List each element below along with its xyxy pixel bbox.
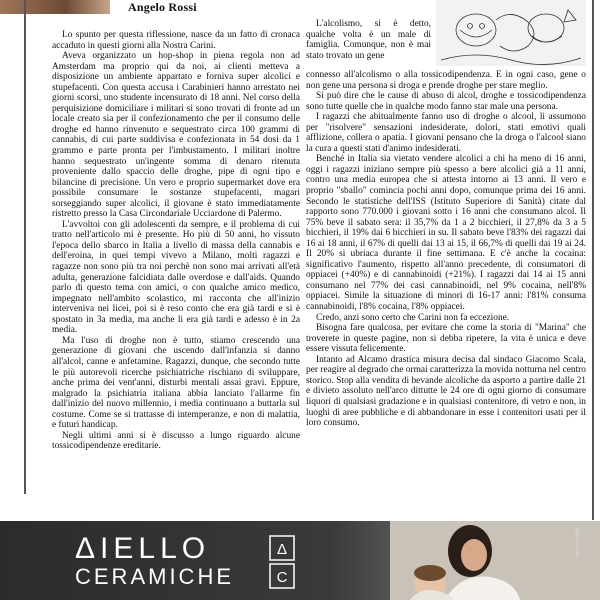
- article-paragraph: I ragazzi che abitualmente fanno uso di droghe o alcool, li assumono per "risolvere" sensazioni indesiderate, dolori, stati emotivi quali afflizione, collera o apatia. I giovani pensano che la droga o l'alcool siano la cura a questi stati d'animo indesiderati.: [306, 112, 586, 154]
- article-left-column: [52, 30, 300, 470]
- ad-brand-mark-icon: [269, 535, 295, 589]
- advertisement-banner[interactable]: [0, 521, 600, 600]
- article-paragraph: L'avvoltoi con gli adolescenti da sempre, e il problema di cui tratto nell'articolo mi è presente. Ho più di 50 anni, ho vissuto l'epoca dello sbarco in Italia a livello di massa della cannabis e dell'eroina, in quei tempi vivevo a Milano, molti ragazzi e ragazze non sono più tra noi perchè non sono mai arrivati all'età adulta, generazione falcidiata dalle overdose e dall'aids. Quando parlo di questo tema con amici, o con qualche amico medico, impegnato nell'ambito scolastico, mi racconta che all'inizio interveniva nei licei, poi si è reso conto che era già tardi e si è spostato in 3a media, ma anche lì era già tardi e adesso è in 2a media.: [52, 219, 300, 336]
- author-name: Angelo Rossi: [128, 0, 197, 14]
- article-paragraph: Negli ultimi anni si è discusso a lungo riguardo alcune tossicodipendenze ereditarie.: [52, 430, 300, 452]
- ad-logo: [75, 533, 234, 589]
- article-paragraph: Intanto ad Alcamo drastica misura decisa dal sindaco Giacomo Scala, per reagire al degrado che ormai caratterizza la movida notturna nel centro storico. Stop alla vendita di bevande alcoliche da asporto a partire dalle 21 e divieto assoluto nell'arco dittutte le 24 ore di ogni giorno di consumare liquori di qualsiasi gradazione e in qualsiasi contenitore, di vetro e non, in luoghi di aree pubbliche e di abbandonare in esse i contenitori usati per il loro consumo.: [306, 354, 586, 429]
- article-paragraph: Bisogna fare qualcosa, per evitare che come la storia di "Marina" che troverete in queste pagine, non si debba ripetere, la vita è unica e deve essere vissuta felicemente.: [306, 323, 586, 355]
- article-right-column: [306, 70, 586, 520]
- ad-mark-bottom: C: [276, 569, 288, 586]
- article-paragraph: Ma l'uso di droghe non è tutto, stiamo crescendo una generazione di giovani che uscendo dall'infanzia si danno all'alcol, canne e anfetamine. Ragazzi, dunque, che secondo tutte le più autorevoli ricerche psichiatriche rischiano di sviluppare, anche prima dei vent'anni, disturbi mentali assai gravi. Eppure, malgrado la psichiatria italiana abbia lanciato l'allarme fin dall'inizio del nuovo millennio, i media continuano a buttarla sul costume. Come se si trattasse di intemperanze, e non di malattia, e futuri handicap.: [52, 335, 300, 431]
- ad-title: ΔIELLO: [75, 532, 211, 565]
- article-paragraph: Si può dire che le cause di abuso di alcol, droghe e tossicodipendenza sono tutte quelle che in qualche modo fanno star male una persona.: [306, 91, 586, 112]
- article-paragraph: L'alcolismo, si è detto, qualche volta è un male di famiglia. Comunque, non è mai stato trovato un gene: [306, 19, 431, 61]
- author-photo: [0, 0, 110, 14]
- article-paragraph: Credo, anzi sono certo che Carini non fa eccezione.: [316, 312, 510, 323]
- column-rule-right: [592, 0, 594, 520]
- article-paragraph: connesso all'alcolismo o alla tossicodipendenza. E in ogni caso, gene o non gene una persona si droga e prende droghe per stare meglio.: [306, 70, 586, 91]
- column-rule-left: [24, 0, 26, 494]
- ad-photo-mother-child: [390, 521, 600, 600]
- article-paragraph: Aveva organizzato un hop-shop in piena regola non ad Amsterdam ma proprio qui da noi, ai clienti metteva a disposizione un ambiente appartato e forniva super alcolici e stupefacenti. Con questa accusa i Carabinieri hanno arrestato nei giorni scorsi, uno studente incensurato di 18 anni. Nel corso della perquisizione domiciliare i militari si sono trovati di fronte ad un locale creato sia per il confezionamento che per il consumo delle droghe ed hanno rinvenuto e sequestrato circa 100 grammi di cannabis, di cui parte suddivisa e confezionata in 54 dosi da 1 grammo e parte pronta per l'imbustamento. I militari inoltre hanno sequestrato un'ingente somma di denaro ritenuta proveniente dallo spaccio delle droghe, pipe di ogni tipo e bilancine di precisione. Un vero e proprio supermarket dove era possibile consumare le sostanze stupefacenti, magari sorseggiando super alcolici, il giovane è stato immediatamente ristretto presso la Casa Circondariale Ucciardone di Palermo.: [52, 51, 300, 220]
- ad-mark-top: Δ: [276, 541, 288, 558]
- ad-credit: aggiorna.com: [574, 527, 580, 558]
- article-paragraph: Lo spunto per questa riflessione, nasce da un fatto di cronaca accaduto in questi giorni alla Nostra Carini.: [52, 30, 300, 51]
- ad-subtitle: CERAMICHE: [75, 564, 235, 589]
- article-paragraph: Benché in Italia sia vietato vendere alcolici a chi ha meno di 16 anni, oggi i ragazzi iniziano sempre più spesso a bere alcolici già a 11 anni, contro una media europea che si attesta intorno ai 13 anni. Il vero e proprio "sballo" comincia pochi anni dopo, comunque prima dei 16 anni. Secondo le statistiche dell'ISS (Istituto Superiore di Sanità) citate dal rapporto sono 770.000 i giovani sotto i 16 anni che consumano alcol. Il 75% beve il sabato sera: il 35,7% da 1 a 2 bicchieri, il 27,8% da 3 a 5 bicchieri, il 19% dai 6 bicchieri in su. Il sabato beve l'83% dei ragazzi dai 16 ai 18 anni, il 67% di quelli dai 13 ai 15, il 66,7% di quelli dai 19 ai 24. Il 20% si ubriaca durante il fine settimana. E c'è anche la cocaina: significativo l'aumento, rispetto all'anno precedente, di consumatori di oppiacei (+40%) e di cannabinoidi (+21%). I ragazzi dai 14 ai 15 anni consumano nel 77% dei casi cannabinoidi, nel 9% cocaina, nell'8% oppiacei. Simile la situazione di minori di 16-17 anni: l'81% consuma cannabinoidi, l'8% cocaina, l'8% oppiacei.: [306, 154, 586, 313]
- illustration-sketch: [436, 0, 586, 66]
